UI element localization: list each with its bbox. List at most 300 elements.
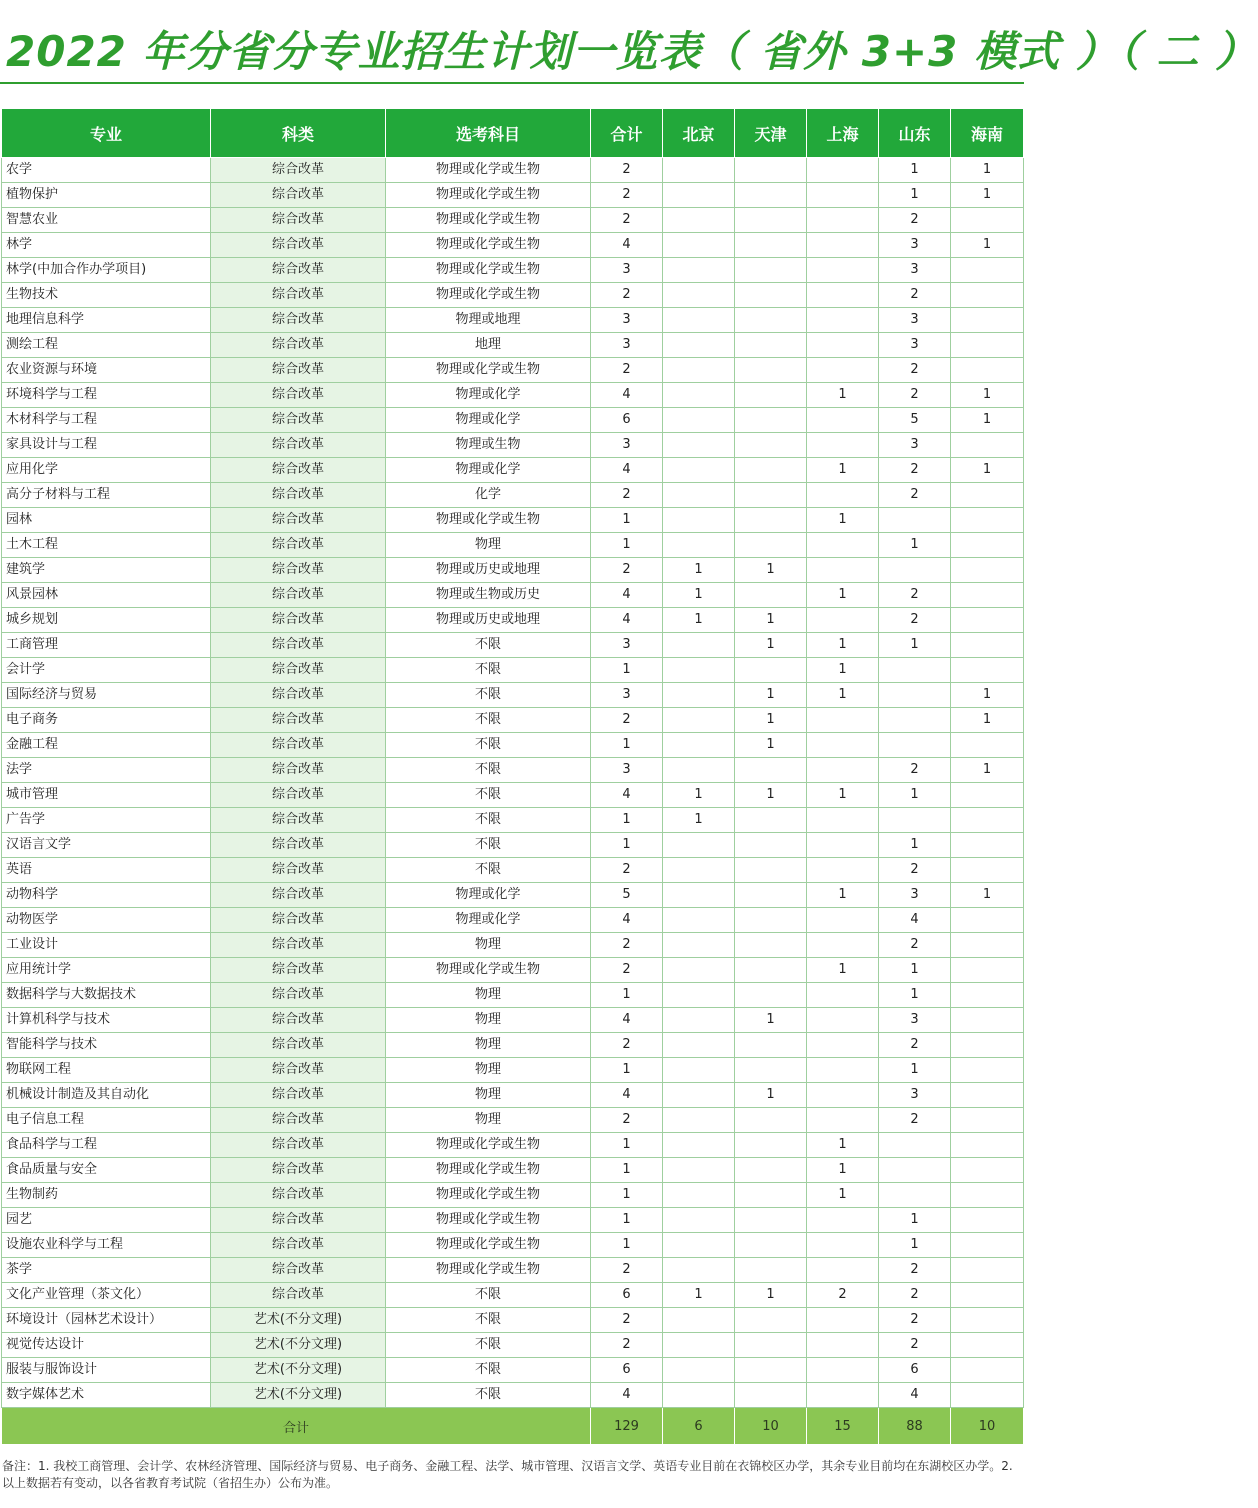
shanghai-cell bbox=[807, 733, 879, 758]
totals-row bbox=[2, 1408, 1024, 1445]
total-cell: 2 bbox=[591, 708, 663, 733]
subjects-cell: 不限 bbox=[386, 1283, 591, 1308]
major-cell: 动物科学 bbox=[2, 883, 211, 908]
shanghai-cell bbox=[807, 158, 879, 183]
shandong-cell: 2 bbox=[879, 583, 951, 608]
hainan-cell bbox=[951, 283, 1024, 308]
category-cell: 综合改革 bbox=[211, 1108, 386, 1133]
total-shandong: 88 bbox=[879, 1408, 951, 1445]
beijing-cell bbox=[663, 633, 735, 658]
table-row bbox=[2, 1033, 1024, 1058]
beijing-cell bbox=[663, 1208, 735, 1233]
major-cell: 地理信息科学 bbox=[2, 308, 211, 333]
major-cell: 林学(中加合作办学项目) bbox=[2, 258, 211, 283]
beijing-cell bbox=[663, 733, 735, 758]
table-row bbox=[2, 1133, 1024, 1158]
shandong-cell bbox=[879, 733, 951, 758]
shandong-cell bbox=[879, 683, 951, 708]
table-row bbox=[2, 1358, 1024, 1383]
tianjin-cell bbox=[735, 1333, 807, 1358]
total-cell: 1 bbox=[591, 1133, 663, 1158]
category-cell: 艺术(不分文理) bbox=[211, 1383, 386, 1408]
major-cell: 城乡规划 bbox=[2, 608, 211, 633]
hainan-cell bbox=[951, 308, 1024, 333]
table-row bbox=[2, 808, 1024, 833]
table-row bbox=[2, 233, 1024, 258]
shandong-cell: 3 bbox=[879, 233, 951, 258]
major-cell: 工业设计 bbox=[2, 933, 211, 958]
hainan-cell bbox=[951, 583, 1024, 608]
beijing-cell bbox=[663, 833, 735, 858]
shanghai-cell bbox=[807, 808, 879, 833]
shanghai-cell: 1 bbox=[807, 383, 879, 408]
subjects-cell: 物理或化学或生物 bbox=[386, 208, 591, 233]
hainan-cell: 1 bbox=[951, 683, 1024, 708]
category-cell: 综合改革 bbox=[211, 1133, 386, 1158]
subjects-cell: 物理或化学 bbox=[386, 458, 591, 483]
table-row bbox=[2, 408, 1024, 433]
tianjin-cell bbox=[735, 458, 807, 483]
subjects-cell: 物理或化学 bbox=[386, 383, 591, 408]
hainan-cell: 1 bbox=[951, 883, 1024, 908]
subjects-cell: 物理 bbox=[386, 533, 591, 558]
subjects-cell: 物理或化学或生物 bbox=[386, 258, 591, 283]
total-cell: 4 bbox=[591, 783, 663, 808]
category-cell: 综合改革 bbox=[211, 433, 386, 458]
beijing-cell bbox=[663, 1333, 735, 1358]
hainan-cell bbox=[951, 1383, 1024, 1408]
beijing-cell bbox=[663, 1108, 735, 1133]
total-cell: 1 bbox=[591, 508, 663, 533]
total-cell: 4 bbox=[591, 233, 663, 258]
subjects-cell: 物理或化学或生物 bbox=[386, 1158, 591, 1183]
shandong-cell: 1 bbox=[879, 983, 951, 1008]
shanghai-cell bbox=[807, 758, 879, 783]
total-cell: 2 bbox=[591, 1108, 663, 1133]
beijing-cell bbox=[663, 358, 735, 383]
table-row bbox=[2, 933, 1024, 958]
category-cell: 综合改革 bbox=[211, 633, 386, 658]
total-cell: 2 bbox=[591, 183, 663, 208]
major-cell: 环境设计（园林艺术设计） bbox=[2, 1308, 211, 1333]
major-cell: 会计学 bbox=[2, 658, 211, 683]
shandong-cell: 2 bbox=[879, 758, 951, 783]
shanghai-cell bbox=[807, 1308, 879, 1333]
major-cell: 电子商务 bbox=[2, 708, 211, 733]
shandong-cell: 3 bbox=[879, 1008, 951, 1033]
table-row bbox=[2, 1208, 1024, 1233]
beijing-cell bbox=[663, 483, 735, 508]
subjects-cell: 不限 bbox=[386, 1358, 591, 1383]
subjects-cell: 地理 bbox=[386, 333, 591, 358]
tianjin-cell bbox=[735, 758, 807, 783]
total-tianjin: 10 bbox=[735, 1408, 807, 1445]
subjects-cell: 不限 bbox=[386, 708, 591, 733]
major-cell: 汉语言文学 bbox=[2, 833, 211, 858]
category-cell: 综合改革 bbox=[211, 758, 386, 783]
beijing-cell bbox=[663, 1058, 735, 1083]
header-total: 合计 bbox=[591, 109, 663, 158]
beijing-cell: 1 bbox=[663, 808, 735, 833]
category-cell: 综合改革 bbox=[211, 533, 386, 558]
major-cell: 高分子材料与工程 bbox=[2, 483, 211, 508]
tianjin-cell: 1 bbox=[735, 633, 807, 658]
shandong-cell: 1 bbox=[879, 1233, 951, 1258]
subjects-cell: 物理或化学或生物 bbox=[386, 358, 591, 383]
category-cell: 综合改革 bbox=[211, 1008, 386, 1033]
major-cell: 设施农业科学与工程 bbox=[2, 1233, 211, 1258]
category-cell: 综合改革 bbox=[211, 408, 386, 433]
subjects-cell: 物理或化学或生物 bbox=[386, 1233, 591, 1258]
tianjin-cell bbox=[735, 658, 807, 683]
hainan-cell bbox=[951, 658, 1024, 683]
shanghai-cell bbox=[807, 558, 879, 583]
shanghai-cell: 1 bbox=[807, 508, 879, 533]
tianjin-cell bbox=[735, 1358, 807, 1383]
category-cell: 综合改革 bbox=[211, 358, 386, 383]
subjects-cell: 物理或化学或生物 bbox=[386, 508, 591, 533]
table-row bbox=[2, 1308, 1024, 1333]
header-tianjin: 天津 bbox=[735, 109, 807, 158]
total-cell: 2 bbox=[591, 1333, 663, 1358]
shandong-cell bbox=[879, 708, 951, 733]
hainan-cell bbox=[951, 633, 1024, 658]
category-cell: 综合改革 bbox=[211, 1208, 386, 1233]
subjects-cell: 物理或化学或生物 bbox=[386, 1183, 591, 1208]
shanghai-cell: 1 bbox=[807, 633, 879, 658]
subjects-cell: 不限 bbox=[386, 1308, 591, 1333]
major-cell: 生物技术 bbox=[2, 283, 211, 308]
tianjin-cell bbox=[735, 208, 807, 233]
tianjin-cell bbox=[735, 533, 807, 558]
table-row bbox=[2, 1383, 1024, 1408]
shandong-cell: 2 bbox=[879, 1308, 951, 1333]
tianjin-cell bbox=[735, 1383, 807, 1408]
table-row bbox=[2, 1183, 1024, 1208]
tianjin-cell bbox=[735, 508, 807, 533]
shandong-cell: 2 bbox=[879, 1258, 951, 1283]
table-row bbox=[2, 758, 1024, 783]
shandong-cell: 6 bbox=[879, 1358, 951, 1383]
beijing-cell bbox=[663, 533, 735, 558]
footnotes: 备注：1. 我校工商管理、会计学、农林经济管理、国际经济与贸易、电子商务、金融工程、法学、城市管理、汉语言文学、英语专业目前在衣锦校区办学，其余专业目前均在东湖校区办学。2. 以上数据若有变动，以各省教育考试院（省招生办）公布为准。 bbox=[2, 1459, 1013, 1490]
total-cell: 1 bbox=[591, 983, 663, 1008]
hainan-cell bbox=[951, 908, 1024, 933]
shanghai-cell bbox=[807, 933, 879, 958]
total-cell: 4 bbox=[591, 458, 663, 483]
category-cell: 综合改革 bbox=[211, 183, 386, 208]
tianjin-cell: 1 bbox=[735, 683, 807, 708]
category-cell: 综合改革 bbox=[211, 158, 386, 183]
category-cell: 综合改革 bbox=[211, 858, 386, 883]
major-cell: 建筑学 bbox=[2, 558, 211, 583]
major-cell: 家具设计与工程 bbox=[2, 433, 211, 458]
major-cell: 林学 bbox=[2, 233, 211, 258]
shandong-cell: 3 bbox=[879, 433, 951, 458]
total-cell: 3 bbox=[591, 433, 663, 458]
shanghai-cell bbox=[807, 208, 879, 233]
beijing-cell bbox=[663, 258, 735, 283]
category-cell: 综合改革 bbox=[211, 283, 386, 308]
beijing-cell bbox=[663, 908, 735, 933]
total-shanghai: 15 bbox=[807, 1408, 879, 1445]
shandong-cell: 1 bbox=[879, 958, 951, 983]
tianjin-cell bbox=[735, 433, 807, 458]
subjects-cell: 物理或化学或生物 bbox=[386, 233, 591, 258]
major-cell: 生物制药 bbox=[2, 1183, 211, 1208]
category-cell: 综合改革 bbox=[211, 333, 386, 358]
total-cell: 2 bbox=[591, 483, 663, 508]
category-cell: 综合改革 bbox=[211, 258, 386, 283]
beijing-cell bbox=[663, 1383, 735, 1408]
table-header-row bbox=[2, 109, 1024, 158]
table-row bbox=[2, 1158, 1024, 1183]
hainan-cell bbox=[951, 1308, 1024, 1333]
table-row bbox=[2, 608, 1024, 633]
subjects-cell: 不限 bbox=[386, 1383, 591, 1408]
shanghai-cell bbox=[807, 1333, 879, 1358]
total-hainan: 10 bbox=[951, 1408, 1024, 1445]
beijing-cell bbox=[663, 408, 735, 433]
hainan-cell bbox=[951, 558, 1024, 583]
shandong-cell: 3 bbox=[879, 333, 951, 358]
shanghai-cell: 1 bbox=[807, 458, 879, 483]
shandong-cell: 1 bbox=[879, 158, 951, 183]
category-cell: 综合改革 bbox=[211, 783, 386, 808]
total-cell: 2 bbox=[591, 158, 663, 183]
total-cell: 6 bbox=[591, 408, 663, 433]
hainan-cell bbox=[951, 508, 1024, 533]
beijing-cell bbox=[663, 208, 735, 233]
category-cell: 综合改革 bbox=[211, 233, 386, 258]
beijing-cell: 1 bbox=[663, 558, 735, 583]
beijing-cell bbox=[663, 1358, 735, 1383]
beijing-cell bbox=[663, 958, 735, 983]
table-row bbox=[2, 783, 1024, 808]
shanghai-cell: 1 bbox=[807, 883, 879, 908]
beijing-cell bbox=[663, 1308, 735, 1333]
beijing-cell bbox=[663, 183, 735, 208]
beijing-cell bbox=[663, 683, 735, 708]
shandong-cell: 4 bbox=[879, 908, 951, 933]
shanghai-cell bbox=[807, 258, 879, 283]
header-category: 科类 bbox=[211, 109, 386, 158]
shanghai-cell bbox=[807, 858, 879, 883]
page-title: 2022 年分省分专业招生计划一览表（ 省外 3+3 模式 ）（ 二 ） bbox=[6, 27, 1258, 76]
major-cell: 工商管理 bbox=[2, 633, 211, 658]
category-cell: 综合改革 bbox=[211, 958, 386, 983]
table-row bbox=[2, 433, 1024, 458]
tianjin-cell bbox=[735, 1108, 807, 1133]
tianjin-cell bbox=[735, 1033, 807, 1058]
total-cell: 1 bbox=[591, 658, 663, 683]
total-cell: 1 bbox=[591, 808, 663, 833]
subjects-cell: 物理或化学或生物 bbox=[386, 1258, 591, 1283]
shandong-cell: 3 bbox=[879, 258, 951, 283]
tianjin-cell bbox=[735, 583, 807, 608]
shanghai-cell bbox=[807, 1208, 879, 1233]
hainan-cell bbox=[951, 983, 1024, 1008]
shanghai-cell bbox=[807, 608, 879, 633]
subjects-cell: 物理或历史或地理 bbox=[386, 558, 591, 583]
hainan-cell: 1 bbox=[951, 158, 1024, 183]
shanghai-cell bbox=[807, 408, 879, 433]
total-cell: 4 bbox=[591, 908, 663, 933]
major-cell: 数字媒体艺术 bbox=[2, 1383, 211, 1408]
total-cell: 4 bbox=[591, 608, 663, 633]
hainan-cell: 1 bbox=[951, 383, 1024, 408]
beijing-cell bbox=[663, 233, 735, 258]
subjects-cell: 物理 bbox=[386, 1058, 591, 1083]
tianjin-cell bbox=[735, 358, 807, 383]
category-cell: 综合改革 bbox=[211, 658, 386, 683]
tianjin-cell bbox=[735, 1308, 807, 1333]
major-cell: 食品科学与工程 bbox=[2, 1133, 211, 1158]
shandong-cell: 2 bbox=[879, 1333, 951, 1358]
shandong-cell: 5 bbox=[879, 408, 951, 433]
shanghai-cell: 2 bbox=[807, 1283, 879, 1308]
beijing-cell bbox=[663, 458, 735, 483]
table-body bbox=[2, 158, 1024, 1408]
tianjin-cell bbox=[735, 258, 807, 283]
category-cell: 艺术(不分文理) bbox=[211, 1333, 386, 1358]
major-cell: 食品质量与安全 bbox=[2, 1158, 211, 1183]
total-cell: 4 bbox=[591, 583, 663, 608]
shanghai-cell bbox=[807, 833, 879, 858]
table-row bbox=[2, 883, 1024, 908]
table-row bbox=[2, 908, 1024, 933]
header-subjects: 选考科目 bbox=[386, 109, 591, 158]
shandong-cell: 2 bbox=[879, 208, 951, 233]
shandong-cell bbox=[879, 658, 951, 683]
total-cell: 4 bbox=[591, 1083, 663, 1108]
shanghai-cell bbox=[807, 233, 879, 258]
major-cell: 植物保护 bbox=[2, 183, 211, 208]
shanghai-cell bbox=[807, 308, 879, 333]
hainan-cell: 1 bbox=[951, 758, 1024, 783]
shanghai-cell bbox=[807, 483, 879, 508]
category-cell: 综合改革 bbox=[211, 208, 386, 233]
major-cell: 园艺 bbox=[2, 1208, 211, 1233]
category-cell: 综合改革 bbox=[211, 883, 386, 908]
category-cell: 综合改革 bbox=[211, 1183, 386, 1208]
shandong-cell: 2 bbox=[879, 383, 951, 408]
shanghai-cell: 1 bbox=[807, 958, 879, 983]
beijing-cell bbox=[663, 883, 735, 908]
subjects-cell: 物理或化学或生物 bbox=[386, 183, 591, 208]
total-cell: 1 bbox=[591, 1158, 663, 1183]
shandong-cell: 2 bbox=[879, 1283, 951, 1308]
shandong-cell: 1 bbox=[879, 783, 951, 808]
hainan-cell bbox=[951, 733, 1024, 758]
total-cell: 3 bbox=[591, 633, 663, 658]
tianjin-cell: 1 bbox=[735, 783, 807, 808]
table-row bbox=[2, 308, 1024, 333]
beijing-cell bbox=[663, 433, 735, 458]
table-row bbox=[2, 183, 1024, 208]
table-row bbox=[2, 1333, 1024, 1358]
total-cell: 1 bbox=[591, 1208, 663, 1233]
hainan-cell bbox=[951, 208, 1024, 233]
shanghai-cell: 1 bbox=[807, 683, 879, 708]
major-cell: 服装与服饰设计 bbox=[2, 1358, 211, 1383]
hainan-cell bbox=[951, 1208, 1024, 1233]
major-cell: 农学 bbox=[2, 158, 211, 183]
shanghai-cell bbox=[807, 333, 879, 358]
beijing-cell bbox=[663, 158, 735, 183]
total-cell: 3 bbox=[591, 258, 663, 283]
table-row bbox=[2, 1108, 1024, 1133]
shandong-cell bbox=[879, 558, 951, 583]
total-cell: 6 bbox=[591, 1358, 663, 1383]
shandong-cell: 2 bbox=[879, 483, 951, 508]
tianjin-cell bbox=[735, 483, 807, 508]
subjects-cell: 物理 bbox=[386, 1033, 591, 1058]
beijing-cell bbox=[663, 333, 735, 358]
total-cell: 6 bbox=[591, 1283, 663, 1308]
hainan-cell bbox=[951, 1133, 1024, 1158]
tianjin-cell: 1 bbox=[735, 733, 807, 758]
hainan-cell: 1 bbox=[951, 183, 1024, 208]
table-row bbox=[2, 533, 1024, 558]
category-cell: 综合改革 bbox=[211, 1033, 386, 1058]
table-row bbox=[2, 733, 1024, 758]
beijing-cell bbox=[663, 1008, 735, 1033]
major-cell: 测绘工程 bbox=[2, 333, 211, 358]
shanghai-cell bbox=[807, 1358, 879, 1383]
tianjin-cell: 1 bbox=[735, 708, 807, 733]
shandong-cell: 1 bbox=[879, 183, 951, 208]
tianjin-cell bbox=[735, 1258, 807, 1283]
subjects-cell: 化学 bbox=[386, 483, 591, 508]
subjects-cell: 物理或生物或历史 bbox=[386, 583, 591, 608]
tianjin-cell bbox=[735, 833, 807, 858]
shandong-cell: 3 bbox=[879, 308, 951, 333]
major-cell: 法学 bbox=[2, 758, 211, 783]
subjects-cell: 物理或化学或生物 bbox=[386, 1133, 591, 1158]
totals-label: 合计 bbox=[2, 1408, 591, 1445]
hainan-cell bbox=[951, 258, 1024, 283]
header-shandong: 山东 bbox=[879, 109, 951, 158]
shandong-cell: 2 bbox=[879, 283, 951, 308]
tianjin-cell: 1 bbox=[735, 558, 807, 583]
beijing-cell bbox=[663, 758, 735, 783]
table-row bbox=[2, 158, 1024, 183]
subjects-cell: 不限 bbox=[386, 833, 591, 858]
hainan-cell bbox=[951, 333, 1024, 358]
category-cell: 综合改革 bbox=[211, 458, 386, 483]
shanghai-cell bbox=[807, 1058, 879, 1083]
subjects-cell: 物理 bbox=[386, 983, 591, 1008]
tianjin-cell: 1 bbox=[735, 608, 807, 633]
major-cell: 金融工程 bbox=[2, 733, 211, 758]
enrollment-plan-table bbox=[1, 108, 1024, 1445]
table-row bbox=[2, 683, 1024, 708]
category-cell: 综合改革 bbox=[211, 583, 386, 608]
subjects-cell: 不限 bbox=[386, 808, 591, 833]
total-cell: 2 bbox=[591, 1033, 663, 1058]
category-cell: 综合改革 bbox=[211, 483, 386, 508]
shanghai-cell bbox=[807, 1258, 879, 1283]
beijing-cell bbox=[663, 1083, 735, 1108]
tianjin-cell bbox=[735, 158, 807, 183]
tianjin-cell bbox=[735, 1058, 807, 1083]
subjects-cell: 不限 bbox=[386, 733, 591, 758]
beijing-cell bbox=[663, 933, 735, 958]
beijing-cell bbox=[663, 283, 735, 308]
tianjin-cell bbox=[735, 958, 807, 983]
tianjin-cell: 1 bbox=[735, 1083, 807, 1108]
